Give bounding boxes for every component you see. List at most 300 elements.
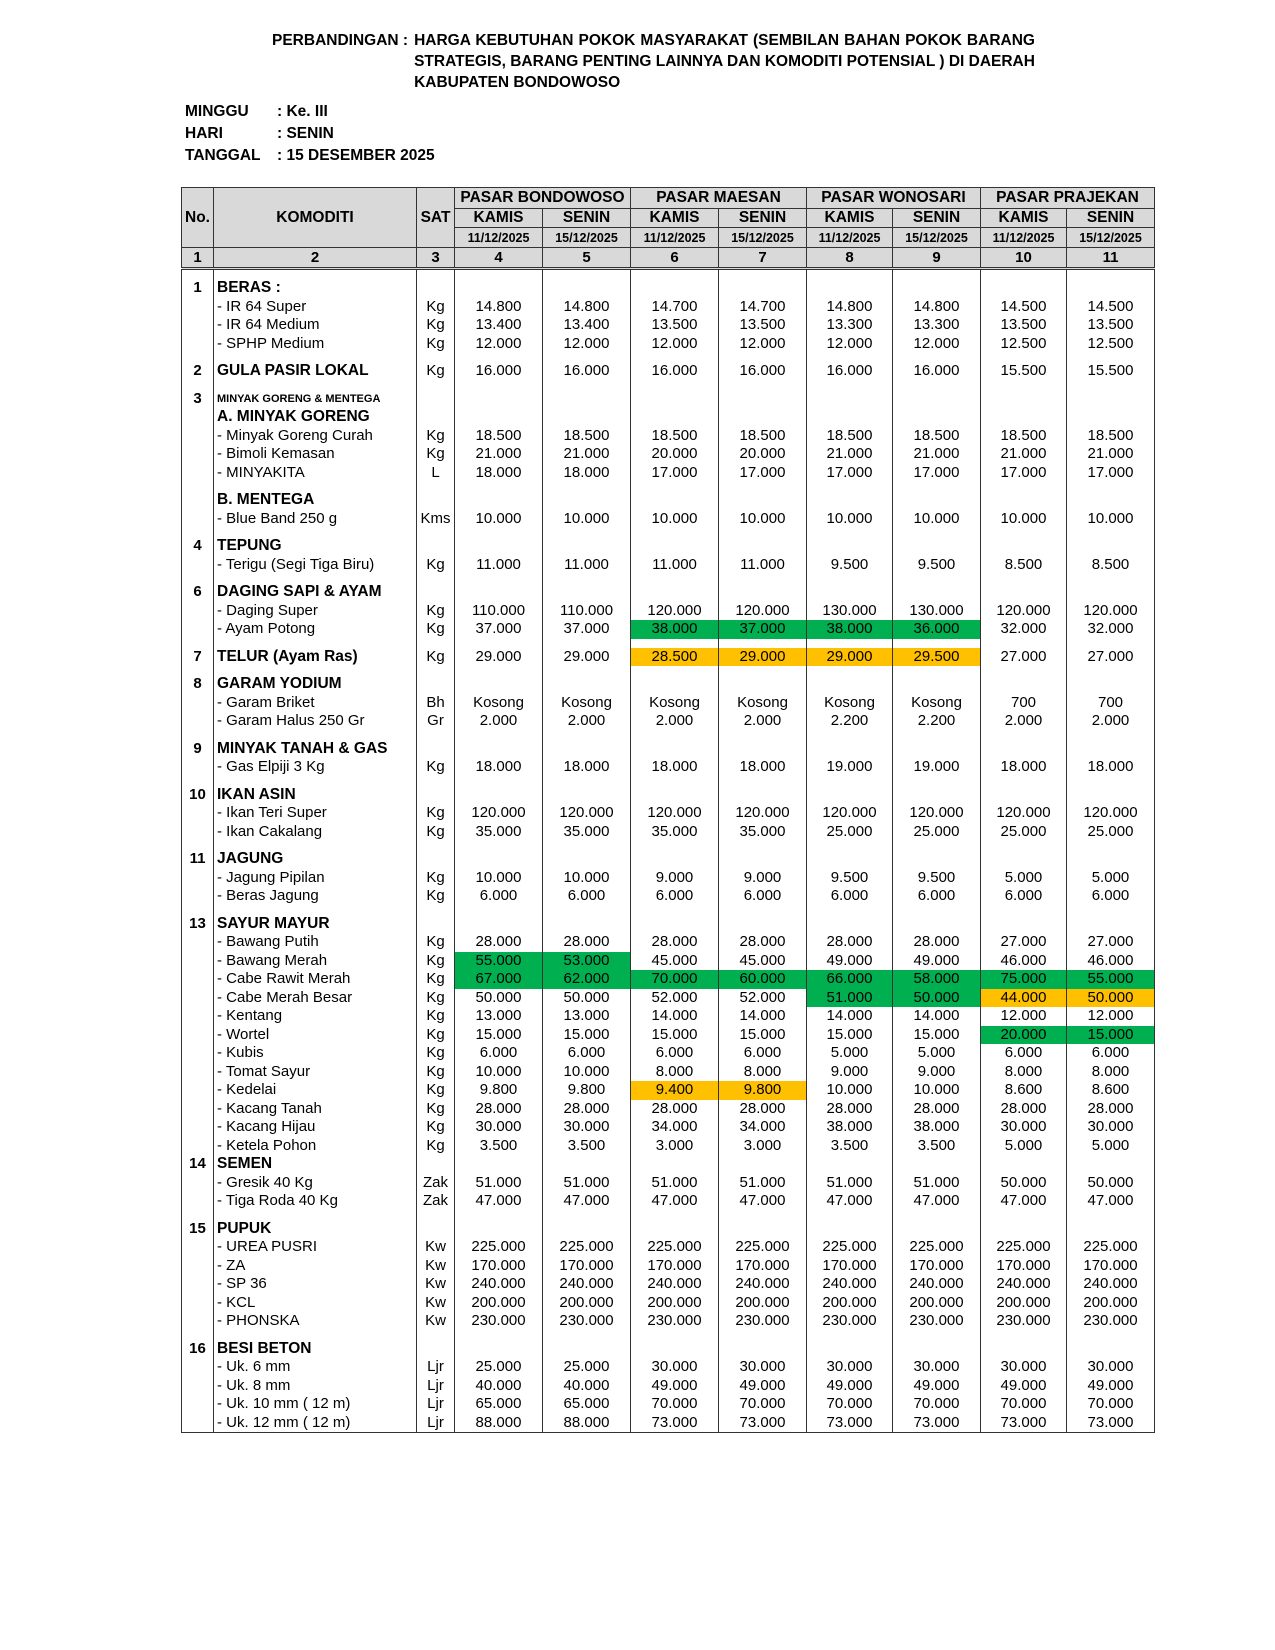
price-cell: 225.000: [981, 1238, 1067, 1257]
price-cell: [1067, 1155, 1155, 1174]
price-cell: 200.000: [543, 1294, 631, 1313]
commodity-name: [214, 1211, 417, 1220]
row-number: 3: [182, 390, 214, 409]
price-cell: 170.000: [719, 1257, 807, 1276]
row-number: [182, 869, 214, 888]
header-date: 15/12/2025: [719, 228, 807, 248]
unit: Ljr: [417, 1377, 455, 1396]
commodity-name: - Gas Elpiji 3 Kg: [214, 758, 417, 777]
table-row: [182, 712, 1155, 731]
unit: [417, 1155, 455, 1174]
price-cell: 2.200: [893, 712, 981, 731]
price-cell: [631, 390, 719, 409]
price-cell: [893, 1331, 981, 1340]
header-sat: SAT: [417, 188, 455, 248]
price-cell: 30.000: [807, 1358, 893, 1377]
commodity-name: MINYAK TANAH & GAS: [214, 740, 417, 759]
price-cell: [807, 666, 893, 675]
row-number: 8: [182, 675, 214, 694]
commodity-name: MINYAK GORENG & MENTEGA: [214, 390, 417, 409]
table-row: [182, 1238, 1155, 1257]
header-market-prajekan: PASAR PRAJEKAN: [981, 188, 1155, 209]
price-cell: [455, 269, 543, 280]
price-cell: [543, 537, 631, 556]
price-cell: 15.000: [631, 1026, 719, 1045]
header-day: SENIN: [1067, 209, 1155, 228]
table-row: [182, 464, 1155, 483]
price-cell: [719, 482, 807, 491]
price-cell: [455, 915, 543, 934]
row-number: [182, 758, 214, 777]
price-cell: [455, 1340, 543, 1359]
price-cell: [1067, 786, 1155, 805]
title-label: PERBANDINGAN :: [272, 32, 409, 49]
row-number: 1: [182, 279, 214, 298]
price-cell: [631, 491, 719, 510]
price-cell: [719, 1331, 807, 1340]
unit: [417, 269, 455, 280]
price-cell: [981, 731, 1067, 740]
meta-hari-value: : SENIN: [277, 125, 334, 142]
commodity-name: - Garam Briket: [214, 694, 417, 713]
table-row: [182, 933, 1155, 952]
price-cell: Kosong: [719, 694, 807, 713]
row-number: [182, 1312, 214, 1331]
price-cell: 200.000: [893, 1294, 981, 1313]
price-cell: [543, 353, 631, 362]
unit: [417, 731, 455, 740]
price-cell: [543, 381, 631, 390]
table-row: [182, 1081, 1155, 1100]
price-cell: 18.000: [543, 464, 631, 483]
price-cell: [631, 583, 719, 602]
spacer-row: [182, 639, 1155, 648]
price-cell: 16.000: [807, 362, 893, 381]
unit: Kg: [417, 970, 455, 989]
price-cell: 16.000: [719, 362, 807, 381]
unit: Kw: [417, 1257, 455, 1276]
price-cell: [543, 1220, 631, 1239]
price-cell: [543, 777, 631, 786]
category-row: [182, 740, 1155, 759]
price-cell: 17.000: [719, 464, 807, 483]
table-row: [182, 1294, 1155, 1313]
header-day: SENIN: [893, 209, 981, 228]
price-cell: [893, 850, 981, 869]
price-cell: [543, 482, 631, 491]
price-cell: [981, 915, 1067, 934]
price-cell: 50.000: [455, 989, 543, 1008]
price-cell: 67.000: [455, 970, 543, 989]
unit: [417, 390, 455, 409]
price-cell: [893, 528, 981, 537]
price-cell: 110.000: [543, 602, 631, 621]
price-cell: [455, 666, 543, 675]
price-cell: [807, 915, 893, 934]
row-number: [182, 970, 214, 989]
price-cell: 19.000: [807, 758, 893, 777]
price-cell: 75.000: [981, 970, 1067, 989]
table-row: [182, 316, 1155, 335]
price-cell: 46.000: [981, 952, 1067, 971]
price-cell: [981, 786, 1067, 805]
price-cell: [1067, 1211, 1155, 1220]
price-cell: 16.000: [543, 362, 631, 381]
price-cell: 5.000: [893, 1044, 981, 1063]
price-cell: 225.000: [455, 1238, 543, 1257]
commodity-name: - PHONSKA: [214, 1312, 417, 1331]
commodity-name: - Bawang Putih: [214, 933, 417, 952]
meta-hari: [185, 123, 435, 145]
commodity-name: A. MINYAK GORENG: [214, 408, 417, 427]
commodity-name: - Ikan Teri Super: [214, 804, 417, 823]
price-cell: 35.000: [543, 823, 631, 842]
price-cell: 40.000: [455, 1377, 543, 1396]
price-cell: 51.000: [893, 1174, 981, 1193]
unit: [417, 740, 455, 759]
price-cell: 35.000: [719, 823, 807, 842]
price-cell: 11.000: [543, 556, 631, 575]
commodity-name: - IR 64 Medium: [214, 316, 417, 335]
unit: Kg: [417, 1100, 455, 1119]
price-cell: 28.000: [893, 933, 981, 952]
price-cell: [543, 850, 631, 869]
price-cell: [631, 279, 719, 298]
commodity-name: - Tiga Roda 40 Kg: [214, 1192, 417, 1211]
column-number: 11: [1067, 248, 1155, 269]
price-cell: 15.000: [455, 1026, 543, 1045]
row-number: [182, 381, 214, 390]
price-cell: 9.000: [807, 1063, 893, 1082]
price-cell: 8.500: [1067, 556, 1155, 575]
commodity-name: [214, 639, 417, 648]
unit: Kg: [417, 1118, 455, 1137]
price-cell: 200.000: [1067, 1294, 1155, 1313]
price-cell: [631, 675, 719, 694]
price-cell: 230.000: [981, 1312, 1067, 1331]
report-title-block: [272, 30, 1142, 93]
price-cell: [807, 731, 893, 740]
price-cell: 12.500: [1067, 335, 1155, 354]
spacer-row: [182, 906, 1155, 915]
price-cell: [981, 1220, 1067, 1239]
price-cell: [981, 381, 1067, 390]
price-cell: 14.800: [893, 298, 981, 317]
price-cell: 2.000: [631, 712, 719, 731]
spacer-row: [182, 666, 1155, 675]
price-cell: [543, 666, 631, 675]
price-cell: [893, 639, 981, 648]
commodity-name: - Tomat Sayur: [214, 1063, 417, 1082]
commodity-name: [214, 841, 417, 850]
price-cell: 65.000: [543, 1395, 631, 1414]
price-cell: [543, 491, 631, 510]
price-cell: 25.000: [543, 1358, 631, 1377]
price-cell: 50.000: [1067, 989, 1155, 1008]
price-cell: [719, 841, 807, 850]
price-cell: 52.000: [631, 989, 719, 1008]
price-cell: 49.000: [719, 1377, 807, 1396]
price-cell: [455, 777, 543, 786]
price-cell: 17.000: [893, 464, 981, 483]
table-row: [182, 1377, 1155, 1396]
table-row: [182, 298, 1155, 317]
price-cell: 18.500: [981, 427, 1067, 446]
header-day: KAMIS: [981, 209, 1067, 228]
unit: [417, 408, 455, 427]
price-cell: [981, 537, 1067, 556]
unit: Kg: [417, 887, 455, 906]
price-cell: [719, 1211, 807, 1220]
price-cell: 66.000: [807, 970, 893, 989]
price-cell: [455, 850, 543, 869]
price-cell: [981, 279, 1067, 298]
price-cell: 240.000: [807, 1275, 893, 1294]
unit: Zak: [417, 1192, 455, 1211]
price-cell: 170.000: [455, 1257, 543, 1276]
price-cell: 9.500: [807, 556, 893, 575]
price-cell: 6.000: [543, 1044, 631, 1063]
price-cell: [455, 537, 543, 556]
price-cell: 3.500: [893, 1137, 981, 1156]
price-cell: 9.800: [543, 1081, 631, 1100]
header-market-bondowoso: PASAR BONDOWOSO: [455, 188, 631, 209]
unit: Kg: [417, 602, 455, 621]
price-cell: [893, 482, 981, 491]
table-row: [182, 1026, 1155, 1045]
price-cell: [893, 731, 981, 740]
price-cell: 21.000: [981, 445, 1067, 464]
price-cell: 25.000: [455, 1358, 543, 1377]
price-cell: [981, 1340, 1067, 1359]
price-cell: [1067, 491, 1155, 510]
row-number: 11: [182, 850, 214, 869]
price-cell: [455, 1155, 543, 1174]
commodity-name: [214, 528, 417, 537]
price-cell: 38.000: [893, 1118, 981, 1137]
price-cell: 37.000: [719, 620, 807, 639]
price-cell: 28.000: [631, 1100, 719, 1119]
price-cell: 73.000: [631, 1414, 719, 1433]
price-cell: [719, 906, 807, 915]
commodity-name: - Kacang Hijau: [214, 1118, 417, 1137]
unit: [417, 906, 455, 915]
price-cell: [1067, 850, 1155, 869]
price-cell: 37.000: [455, 620, 543, 639]
price-cell: 47.000: [1067, 1192, 1155, 1211]
unit: Kg: [417, 933, 455, 952]
price-cell: 5.000: [981, 1137, 1067, 1156]
price-cell: [455, 381, 543, 390]
header-no: No.: [182, 188, 214, 248]
price-cell: [631, 915, 719, 934]
price-cell: 8.000: [631, 1063, 719, 1082]
price-cell: [455, 1211, 543, 1220]
price-cell: 16.000: [455, 362, 543, 381]
price-cell: 14.500: [981, 298, 1067, 317]
price-cell: [1067, 639, 1155, 648]
price-cell: [719, 574, 807, 583]
row-number: [182, 906, 214, 915]
unit: Zak: [417, 1174, 455, 1193]
price-cell: [893, 1340, 981, 1359]
price-cell: [893, 583, 981, 602]
price-cell: 12.000: [455, 335, 543, 354]
price-cell: 27.000: [981, 648, 1067, 667]
price-cell: [981, 639, 1067, 648]
price-cell: 170.000: [1067, 1257, 1155, 1276]
table-row: [182, 1137, 1155, 1156]
price-cell: [543, 1155, 631, 1174]
commodity-name: DAGING SAPI & AYAM: [214, 583, 417, 602]
price-cell: [543, 1331, 631, 1340]
price-cell: 28.000: [719, 1100, 807, 1119]
price-cell: [543, 279, 631, 298]
price-cell: 27.000: [1067, 933, 1155, 952]
column-number: 6: [631, 248, 719, 269]
commodity-name: - Blue Band 250 g: [214, 510, 417, 529]
commodity-name: - Wortel: [214, 1026, 417, 1045]
price-cell: [1067, 353, 1155, 362]
price-comparison-table: [181, 187, 1155, 1433]
unit: Kg: [417, 316, 455, 335]
price-cell: [1067, 537, 1155, 556]
price-cell: 14.800: [543, 298, 631, 317]
commodity-name: - MINYAKITA: [214, 464, 417, 483]
unit: [417, 1211, 455, 1220]
price-cell: [893, 279, 981, 298]
price-cell: [455, 786, 543, 805]
price-cell: 2.000: [455, 712, 543, 731]
commodity-name: [214, 353, 417, 362]
table-row: [182, 510, 1155, 529]
price-cell: 10.000: [631, 510, 719, 529]
row-number: [182, 574, 214, 583]
table-row: [182, 1118, 1155, 1137]
category-row: [182, 1220, 1155, 1239]
price-cell: 230.000: [1067, 1312, 1155, 1331]
price-cell: 32.000: [981, 620, 1067, 639]
price-cell: [631, 1220, 719, 1239]
price-cell: 230.000: [719, 1312, 807, 1331]
commodity-name: [214, 269, 417, 280]
price-cell: 53.000: [543, 952, 631, 971]
row-number: [182, 528, 214, 537]
commodity-name: - SP 36: [214, 1275, 417, 1294]
price-cell: 51.000: [719, 1174, 807, 1193]
category-row: [182, 583, 1155, 602]
price-cell: 230.000: [807, 1312, 893, 1331]
price-cell: [719, 381, 807, 390]
price-cell: 18.000: [543, 758, 631, 777]
price-cell: [981, 491, 1067, 510]
price-cell: 6.000: [981, 887, 1067, 906]
unit: [417, 482, 455, 491]
commodity-name: - Uk. 6 mm: [214, 1358, 417, 1377]
row-number: [182, 804, 214, 823]
price-cell: 14.800: [807, 298, 893, 317]
price-cell: [543, 1340, 631, 1359]
price-cell: 38.000: [631, 620, 719, 639]
price-cell: [1067, 731, 1155, 740]
price-cell: [893, 1155, 981, 1174]
price-cell: 34.000: [631, 1118, 719, 1137]
price-cell: 12.000: [981, 1007, 1067, 1026]
price-cell: [719, 269, 807, 280]
price-cell: [631, 1155, 719, 1174]
row-number: 15: [182, 1220, 214, 1239]
price-cell: 10.000: [543, 510, 631, 529]
price-cell: [543, 408, 631, 427]
price-cell: 38.000: [807, 1118, 893, 1137]
price-cell: [981, 777, 1067, 786]
price-cell: 49.000: [807, 952, 893, 971]
price-cell: [455, 279, 543, 298]
unit: Ljr: [417, 1414, 455, 1433]
price-cell: 19.000: [893, 758, 981, 777]
price-cell: [807, 675, 893, 694]
spacer-row: [182, 574, 1155, 583]
table-row: [182, 1174, 1155, 1193]
price-cell: 9.500: [893, 869, 981, 888]
price-cell: 3.000: [631, 1137, 719, 1156]
price-cell: [719, 408, 807, 427]
price-cell: [807, 906, 893, 915]
meta-minggu-value: : Ke. III: [277, 103, 328, 120]
price-cell: 10.000: [1067, 510, 1155, 529]
unit: Kg: [417, 989, 455, 1008]
price-cell: 28.000: [807, 1100, 893, 1119]
table-row: [182, 804, 1155, 823]
row-number: [182, 1331, 214, 1340]
price-cell: 9.500: [807, 869, 893, 888]
price-cell: [1067, 777, 1155, 786]
header-day: KAMIS: [631, 209, 719, 228]
header-komoditi: KOMODITI: [214, 188, 417, 248]
price-cell: [893, 1220, 981, 1239]
commodity-name: - Daging Super: [214, 602, 417, 621]
price-cell: 13.500: [719, 316, 807, 335]
price-cell: [631, 666, 719, 675]
row-number: 16: [182, 1340, 214, 1359]
price-cell: 18.000: [719, 758, 807, 777]
price-cell: [981, 675, 1067, 694]
price-cell: [543, 675, 631, 694]
price-cell: 70.000: [981, 1395, 1067, 1414]
price-cell: 28.000: [1067, 1100, 1155, 1119]
category-row: [182, 390, 1155, 409]
price-cell: 200.000: [807, 1294, 893, 1313]
price-cell: [719, 1340, 807, 1359]
price-cell: [455, 390, 543, 409]
price-cell: [807, 1220, 893, 1239]
row-number: [182, 1137, 214, 1156]
price-cell: 18.000: [631, 758, 719, 777]
price-cell: 200.000: [719, 1294, 807, 1313]
price-cell: [893, 666, 981, 675]
price-cell: [893, 537, 981, 556]
price-cell: 88.000: [455, 1414, 543, 1433]
row-number: [182, 823, 214, 842]
price-cell: [893, 777, 981, 786]
header-date: 11/12/2025: [981, 228, 1067, 248]
spacer-row: [182, 1331, 1155, 1340]
price-cell: [455, 574, 543, 583]
price-cell: 2.000: [981, 712, 1067, 731]
table-row: [182, 1192, 1155, 1211]
category-row: [182, 1340, 1155, 1359]
price-cell: 13.400: [455, 316, 543, 335]
